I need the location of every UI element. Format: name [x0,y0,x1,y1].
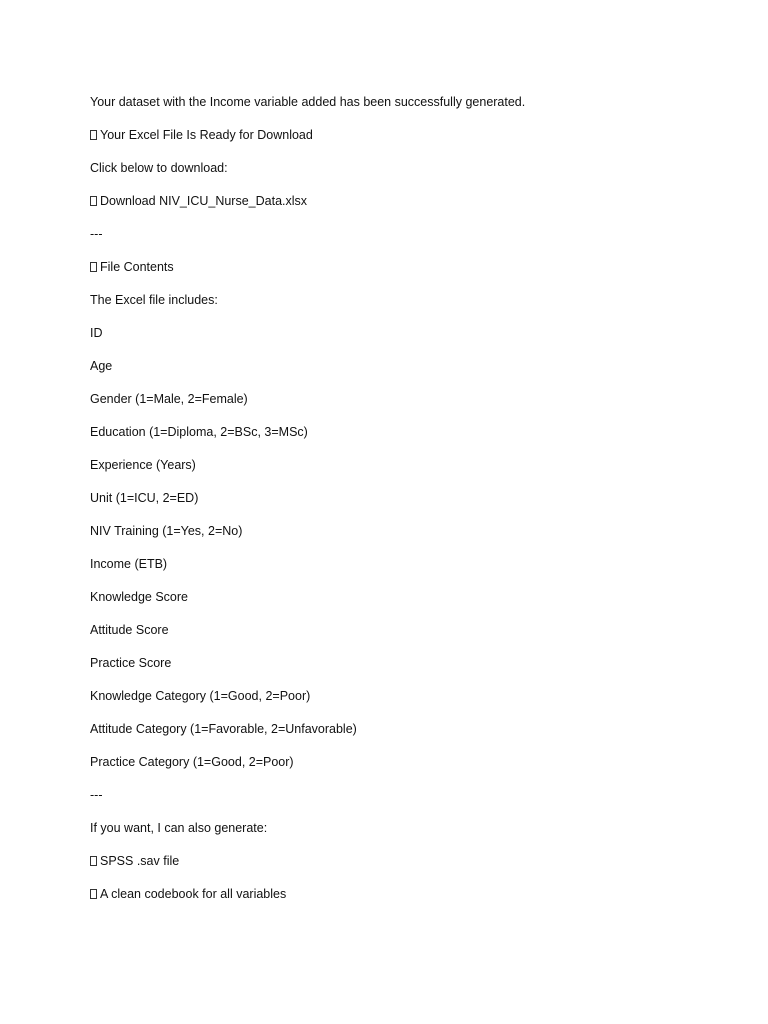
offer-label: If you want, I can also generate: [90,821,268,835]
click-below-text: Click below to download: [90,161,228,175]
variable-item: Gender (1=Male, 2=Female) [90,392,248,406]
variable-item: Knowledge Category (1=Good, 2=Poor) [90,689,311,703]
missing-glyph-icon [90,196,97,206]
contents-heading: File Contents [100,260,174,274]
offer-item-codebook [90,885,730,918]
variable-item: Knowledge Score [90,590,188,604]
variable-item: Practice Category (1=Good, 2=Poor) [90,755,294,769]
intro-text: Your dataset with the Income variable added has been successfully generated. [90,95,526,109]
variable-item: Unit (1=ICU, 2=ED) [90,491,199,505]
variable-item: Income (ETB) [90,557,168,571]
offer-item-spss [90,852,730,885]
variable-list [90,324,730,786]
offer-text: SPSS .sav file [100,854,180,868]
variable-item: Experience (Years) [90,458,196,472]
download-link[interactable]: Download NIV_ICU_Nurse_Data.xlsx [100,194,308,208]
download-link-line[interactable] [90,192,730,225]
missing-glyph-icon [90,856,97,866]
variable-item: Attitude Score [90,623,169,637]
contents-heading-line [90,258,730,291]
missing-glyph-icon [90,130,97,140]
variable-item: NIV Training (1=Yes, 2=No) [90,524,243,538]
missing-glyph-icon [90,889,97,899]
missing-glyph-icon [90,262,97,272]
ready-heading-line [90,126,730,159]
separator: --- [90,788,103,802]
document-body [90,93,730,918]
variable-item: Age [90,359,113,373]
separator: --- [90,227,103,241]
includes-label: The Excel file includes: [90,293,218,307]
offer-text: A clean codebook for all variables [100,887,287,901]
variable-item: ID [90,326,103,340]
variable-item: Attitude Category (1=Favorable, 2=Unfavorable) [90,722,357,736]
variable-item: Education (1=Diploma, 2=BSc, 3=MSc) [90,425,308,439]
ready-heading: Your Excel File Is Ready for Download [100,128,313,142]
variable-item: Practice Score [90,656,172,670]
